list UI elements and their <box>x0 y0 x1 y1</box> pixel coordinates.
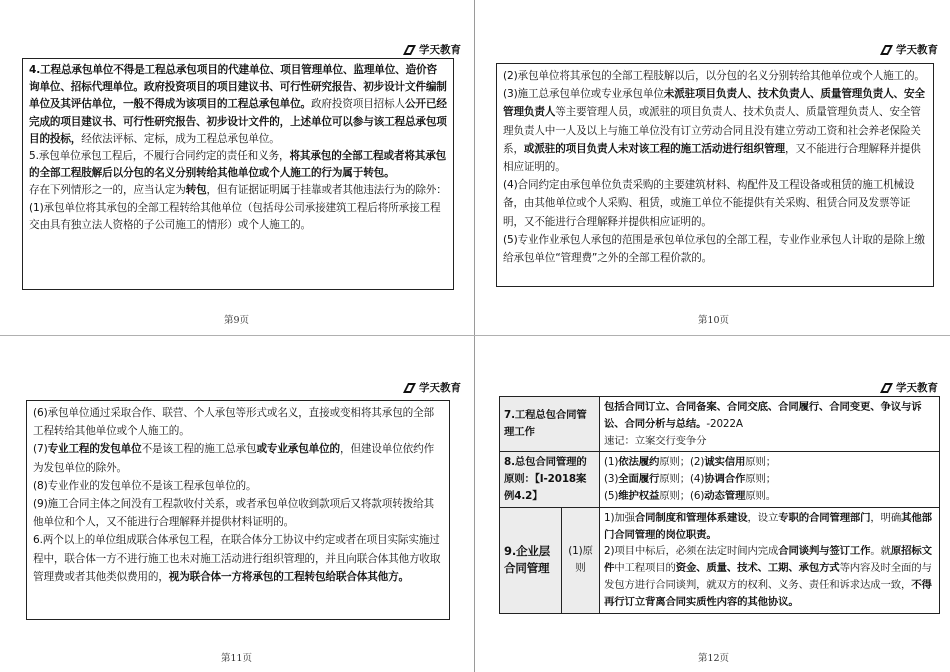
page-12 <box>477 338 950 672</box>
page-number: 第11页 <box>220 653 253 664</box>
brand-name: 学天教育 <box>896 382 938 394</box>
brand-logo <box>403 380 461 395</box>
brand-logo <box>880 42 938 57</box>
brand-name: 学天教育 <box>896 44 938 56</box>
paragraph: (5)专业作业承包人承包的范围是承包单位承包的全部工程，专业作业承包人计取的是除上缴给承包单位“管理费”之外的全部工程价款的。 <box>503 233 925 265</box>
paragraph: (9)施工合同主体之间没有工程款收付关系，或者承包单位收到款项后又将款项转拨给其他单位和个人，又不能进行合理解释并提供材料证明的。 <box>33 498 434 529</box>
paragraph: (2)承包单位将其承包的全部工程肢解以后，以分包的名义分别转给其他单位或个人施工的。 <box>503 70 925 82</box>
paragraph: 4.工程总承包单位不得是工程总承包项目的代建单位、项目管理单位、监理单位、造价咨询单位、招标代理单位。政府投资项目的项目建议书、可行性研究报告、初步设计文件编制单位及其评估单位，一般不得成为该项目的工程总承包单位。政府投资项目招标人公开已经完成的项目建议书、可行性研究报告、初步设计文件的，上述单位可以参与该工程总承包项目的投标，经依法评标、定标，成为工程总承包单位。 <box>29 64 447 145</box>
brand-logo <box>403 42 461 57</box>
brand-mark-icon <box>403 45 416 55</box>
row-label: 9.企业层合同管理 <box>500 507 562 613</box>
paragraph: (8)专业作业的发包单位不是该工程承包单位的。 <box>33 479 257 492</box>
row-label: 7.工程总包合同管理工作 <box>500 397 600 452</box>
paragraph: 存在下列情形之一的，应当认定为转包，但有证据证明属于挂靠或者其他违法行为的除外： <box>29 184 447 197</box>
content-box <box>22 58 454 290</box>
brand-logo <box>880 380 938 395</box>
page-11 <box>0 338 473 672</box>
paragraph: (6)承包单位通过采取合作、联营、个人承包等形式或名义，直接或变相将其承包的全部工程转给其他单位或个人施工的。 <box>33 407 434 438</box>
horizontal-divider <box>0 335 950 336</box>
row-content: 包括合同订立、合同备案、合同交底、合同履行、合同变更、争议与诉讼、合同分析与总结。-2022A 速记：立案交行变争分 <box>600 397 940 452</box>
paragraph: (1)承包单位将其承包的全部工程转给其他单位（包括母公司承接建筑工程后将所承接工程交由具有独立法人资格的子公司施工的情形）或个人施工的。 <box>29 201 441 231</box>
table-row <box>500 507 940 613</box>
page-number: 第10页 <box>697 315 730 326</box>
paragraph: (7)专业工程的发包单位不是该工程的施工总承包或专业承包单位的，但建设单位依约作为发包单位的除外。 <box>33 443 435 474</box>
paragraph: (4)合同约定由承包单位负责采购的主要建筑材料、构配件及工程设备或租赁的施工机械设备，由其他单位或个人采购、租赁，或施工单位不能提供有关采购、租赁合同及发票等证明，又不能进行合理解释并提供相应证明的。 <box>503 179 915 228</box>
contract-management-table <box>499 396 940 614</box>
page-9 <box>0 0 473 334</box>
row-sublabel: (1)原则 <box>562 507 600 613</box>
page-10 <box>477 0 950 334</box>
paragraph: 5.承包单位承包工程后，不履行合同约定的责任和义务，将其承包的全部工程或者将其承包的全部工程肢解后以分包的名义分别转给其他单位或个人施工的行为属于转包。 <box>29 150 447 180</box>
content-box <box>496 63 934 287</box>
row-label: 8.总包合同管理的原则：【Ⅰ-2018案例4.2】 <box>500 452 600 507</box>
table-row <box>500 397 940 452</box>
page-number: 第9页 <box>223 315 250 326</box>
vertical-divider <box>474 0 475 672</box>
paragraph: 6.两个以上的单位组成联合体承包工程，在联合体分工协议中约定或者在项目实际实施过程中，联合体一方不进行施工也未对施工活动进行组织管理的，并且向联合体其他方收取管理费或者其他类似费用的，视为联合体一方将承包的工程转包给联合体其他方。 <box>33 534 441 583</box>
brand-mark-icon <box>880 383 893 393</box>
table-row <box>500 452 940 507</box>
brand-mark-icon <box>403 383 416 393</box>
paragraph: (3)施工总承包单位或专业承包单位未派驻项目负责人、技术负责人、质量管理负责人、安全管理负责人等主要管理人员，或派驻的项目负责人、技术负责人、质量管理负责人、安全管理负责人中一人及以上与施工单位没有订立劳动合同且没有建立劳动工资和社会养老保险关系，或派驻的项目负责人未对该工程的施工活动进行组织管理，又不能进行合理解释并提供相应证明的。 <box>503 88 925 174</box>
page-number: 第12页 <box>697 653 730 664</box>
row-content: (1)依法履约原则；(2)诚实信用原则； (3)全面履行原则；(4)协调合作原则； (5)维护权益原则；(6)动态管理原则。 <box>600 452 940 507</box>
brand-mark-icon <box>880 45 893 55</box>
brand-name: 学天教育 <box>419 44 461 56</box>
brand-name: 学天教育 <box>419 382 461 394</box>
content-box <box>26 400 450 620</box>
row-content: 1)加强合同制度和管理体系建设，设立专职的合同管理部门，明确其他部门合同管理的岗位职责。 2)项目中标后，必须在法定时间内完成合同谈判与签订工作。就原招标文件中工程项目的资金、质量、技术、工期、承包方式等内容及时全面的与发包方进行合同谈判，就双方的权利、义务、责任和诉求达成一致，不得再行订立背离合同实质性内容的其他协议。 <box>600 507 940 613</box>
